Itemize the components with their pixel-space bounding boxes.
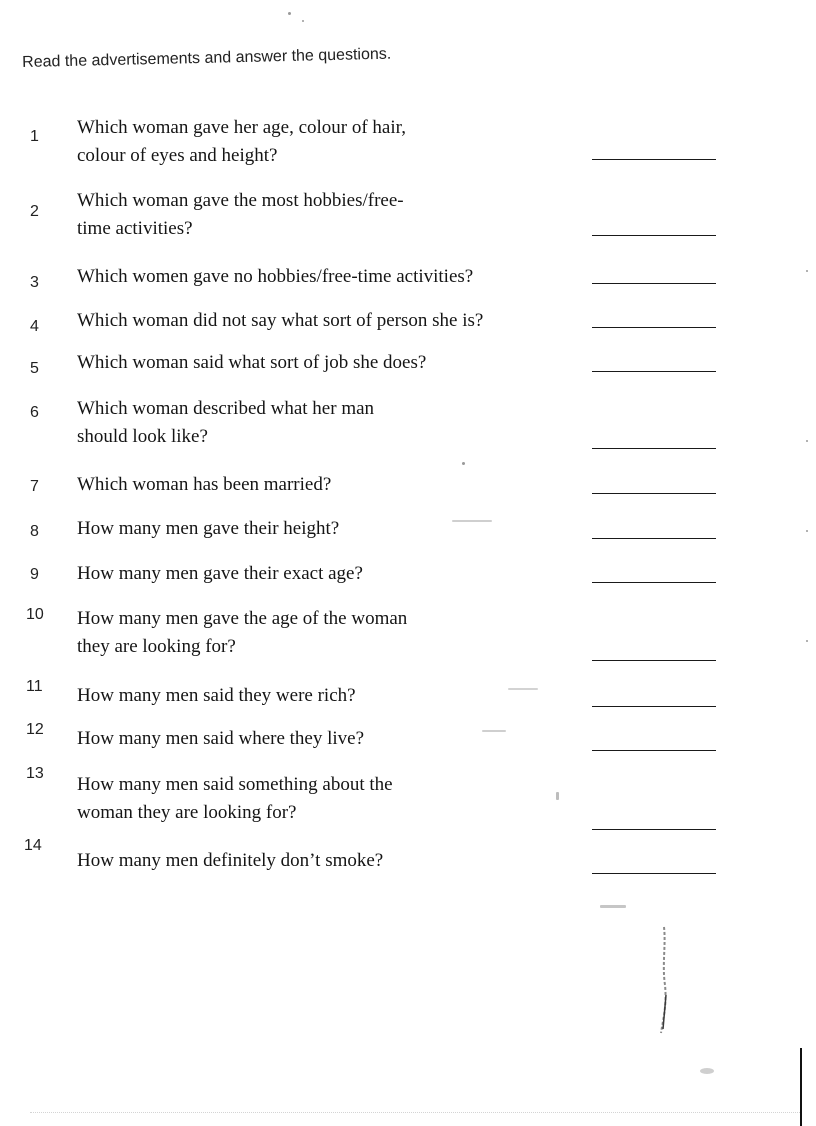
question-text — [77, 307, 597, 335]
answer-blank[interactable] — [592, 706, 716, 707]
question-line: Which women gave no hobbies/free-time activities? — [77, 266, 474, 287]
question-line: should look like? — [77, 426, 208, 447]
answer-blank[interactable] — [592, 582, 716, 583]
question-text — [77, 682, 597, 710]
question-line: How many men gave the age of the woman — [77, 608, 408, 629]
scan-speck — [806, 440, 808, 442]
question-text — [77, 847, 597, 875]
scan-speck — [806, 270, 808, 272]
question-line: How many men gave their height? — [77, 518, 340, 539]
question-number: 13 — [26, 765, 44, 782]
question-number: 1 — [30, 128, 39, 145]
question-text — [77, 515, 597, 543]
question-text — [77, 349, 597, 377]
question-number: 10 — [26, 606, 44, 623]
scan-speck — [452, 520, 492, 522]
question-text — [77, 605, 597, 661]
page-edge-mark — [800, 1048, 802, 1126]
scan-speck — [482, 730, 506, 732]
question-text — [77, 471, 597, 499]
scan-speck — [302, 20, 304, 22]
question-line: colour of eyes and height? — [77, 145, 278, 166]
question-line: How many men said they were rich? — [77, 685, 356, 706]
question-number: 12 — [26, 721, 44, 738]
scan-speck — [462, 462, 465, 465]
instruction-text: Read the advertisements and answer the questions. — [22, 45, 392, 71]
question-line: Which woman did not say what sort of person she is? — [77, 310, 484, 331]
question-number: 2 — [30, 203, 39, 220]
scan-speck — [806, 640, 808, 642]
scan-speck — [556, 792, 559, 800]
question-line: Which woman said what sort of job she does? — [77, 352, 427, 373]
answer-blank[interactable] — [592, 371, 716, 372]
question-line: Which woman gave the most hobbies/free- — [77, 190, 404, 211]
question-line: time activities? — [77, 218, 193, 239]
question-line: Which woman described what her man — [77, 398, 375, 419]
question-line: they are looking for? — [77, 636, 236, 657]
question-text — [77, 771, 597, 827]
scan-speck — [288, 12, 291, 15]
scan-speck — [806, 530, 808, 532]
scan-speck — [508, 688, 538, 690]
question-number: 9 — [30, 566, 39, 583]
question-text — [77, 395, 597, 451]
scan-smudge — [657, 925, 671, 1035]
question-text — [77, 114, 597, 170]
answer-blank[interactable] — [592, 829, 716, 830]
scan-speck — [600, 905, 626, 908]
answer-blank[interactable] — [592, 873, 716, 874]
question-line: How many men definitely don’t smoke? — [77, 850, 384, 871]
question-text — [77, 560, 597, 588]
answer-blank[interactable] — [592, 283, 716, 284]
question-number: 7 — [30, 478, 39, 495]
answer-blank[interactable] — [592, 660, 716, 661]
question-line: How many men said something about the — [77, 774, 393, 795]
answer-blank[interactable] — [592, 327, 716, 328]
question-line: How many men gave their exact age? — [77, 563, 363, 584]
question-line: woman they are looking for? — [77, 802, 297, 823]
scan-speck — [700, 1068, 714, 1074]
question-number: 4 — [30, 318, 39, 335]
question-number: 8 — [30, 523, 39, 540]
question-number: 5 — [30, 360, 39, 377]
question-line: Which woman gave her age, colour of hair, — [77, 117, 406, 138]
question-line: Which woman has been married? — [77, 474, 332, 495]
bottom-rule — [30, 1112, 800, 1113]
question-number: 6 — [30, 404, 39, 421]
question-number: 11 — [26, 678, 43, 695]
question-number: 14 — [24, 837, 42, 854]
answer-blank[interactable] — [592, 493, 716, 494]
question-text — [77, 263, 597, 291]
answer-blank[interactable] — [592, 750, 716, 751]
answer-blank[interactable] — [592, 538, 716, 539]
answer-blank[interactable] — [592, 235, 716, 236]
answer-blank[interactable] — [592, 159, 716, 160]
question-line: How many men said where they live? — [77, 728, 365, 749]
question-text — [77, 187, 597, 243]
question-number: 3 — [30, 274, 39, 291]
answer-blank[interactable] — [592, 448, 716, 449]
question-text — [77, 725, 597, 753]
